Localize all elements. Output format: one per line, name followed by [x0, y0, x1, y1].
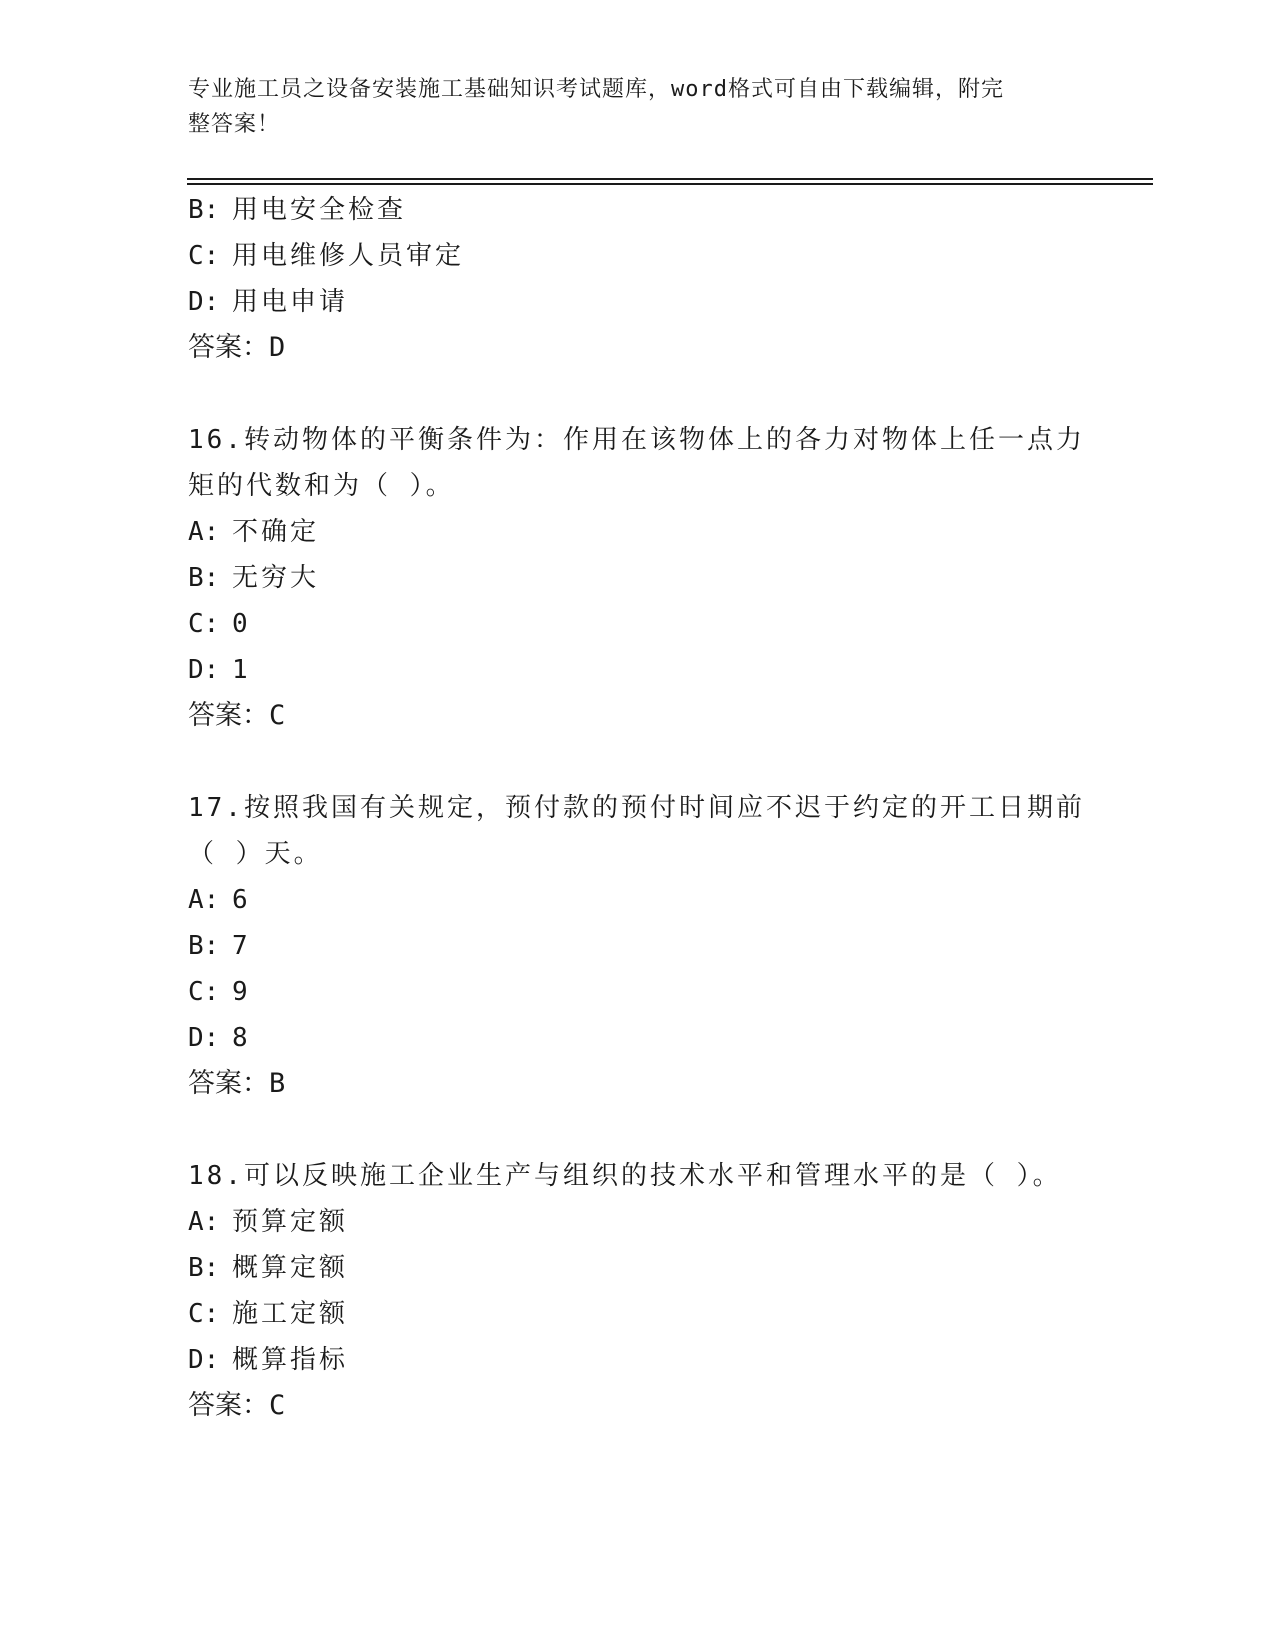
- question-text-line-1: 18.可以反映施工企业生产与组织的技术水平和管理水平的是（ ）。: [188, 1161, 1062, 1191]
- question-16: [188, 417, 1088, 739]
- option-b: [188, 923, 1088, 969]
- answer-label: 答案：: [188, 700, 269, 731]
- option-text: 预算定额: [232, 1207, 349, 1237]
- option-d: [188, 647, 1088, 693]
- option-a: [188, 877, 1088, 923]
- option-text: 概算定额: [232, 1253, 349, 1283]
- header-divider-bottom: [187, 183, 1153, 185]
- question-content: [188, 187, 1088, 1429]
- option-b: [188, 1245, 1088, 1291]
- answer-value: C: [269, 700, 286, 731]
- option-d: [188, 279, 1088, 325]
- question-text-line-1: 17.按照我国有关规定，预付款的预付时间应不迟于约定的开工日期前: [188, 793, 1085, 823]
- option-text: 概算指标: [232, 1345, 349, 1375]
- question-15-continuation: [188, 187, 1088, 371]
- question-text-line-2: 矩的代数和为（ ）。: [188, 471, 455, 501]
- option-d: [188, 1337, 1088, 1383]
- answer-line: [188, 1383, 1088, 1429]
- option-c: [188, 969, 1088, 1015]
- option-label: B:: [188, 563, 220, 593]
- spacer: [188, 371, 1088, 417]
- option-text: 7: [232, 931, 251, 961]
- header-line-1: 专业施工员之设备安装施工基础知识考试题库，word格式可自由下载编辑，附完: [188, 77, 1004, 102]
- option-text: 1: [232, 655, 251, 685]
- option-label: C:: [188, 241, 220, 271]
- question-17: [188, 785, 1088, 1107]
- option-label: B:: [188, 931, 220, 961]
- answer-label: 答案：: [188, 332, 269, 363]
- answer-line: [188, 325, 1088, 371]
- option-text: 施工定额: [232, 1299, 349, 1329]
- option-c: [188, 233, 1088, 279]
- option-label: B:: [188, 1253, 220, 1283]
- option-text: 用电安全检查: [232, 195, 407, 225]
- option-label: C:: [188, 1299, 220, 1329]
- header-line-2: 整答案！: [188, 112, 281, 137]
- question-text-line-2: （ ）天。: [188, 839, 323, 869]
- option-text: 无穷大: [232, 563, 320, 593]
- option-b: [188, 187, 1088, 233]
- option-label: C:: [188, 977, 220, 1007]
- option-label: B:: [188, 195, 220, 225]
- answer-label: 答案：: [188, 1068, 269, 1099]
- option-text: 用电维修人员审定: [232, 241, 465, 271]
- option-d: [188, 1015, 1088, 1061]
- option-label: C:: [188, 609, 220, 639]
- answer-label: 答案：: [188, 1390, 269, 1421]
- answer-line: [188, 1061, 1088, 1107]
- document-header: [188, 72, 1068, 142]
- answer-value: B: [269, 1068, 286, 1099]
- option-c: [188, 601, 1088, 647]
- answer-line: [188, 693, 1088, 739]
- option-b: [188, 555, 1088, 601]
- answer-value: D: [269, 332, 286, 363]
- option-label: D:: [188, 287, 220, 317]
- option-a: [188, 509, 1088, 555]
- option-label: D:: [188, 1345, 220, 1375]
- option-text: 8: [232, 1023, 251, 1053]
- option-label: A:: [188, 517, 220, 547]
- option-text: 0: [232, 609, 251, 639]
- option-label: A:: [188, 1207, 220, 1237]
- option-label: A:: [188, 885, 220, 915]
- option-a: [188, 1199, 1088, 1245]
- option-label: D:: [188, 655, 220, 685]
- option-text: 6: [232, 885, 251, 915]
- spacer: [188, 739, 1088, 785]
- option-label: D:: [188, 1023, 220, 1053]
- header-divider-top: [187, 178, 1153, 180]
- question-18: [188, 1153, 1088, 1429]
- answer-value: C: [269, 1390, 286, 1421]
- option-text: 不确定: [232, 517, 320, 547]
- option-c: [188, 1291, 1088, 1337]
- option-text: 9: [232, 977, 251, 1007]
- question-text-line-1: 16.转动物体的平衡条件为：作用在该物体上的各力对物体上任一点力: [188, 425, 1085, 455]
- spacer: [188, 1107, 1088, 1153]
- option-text: 用电申请: [232, 287, 349, 317]
